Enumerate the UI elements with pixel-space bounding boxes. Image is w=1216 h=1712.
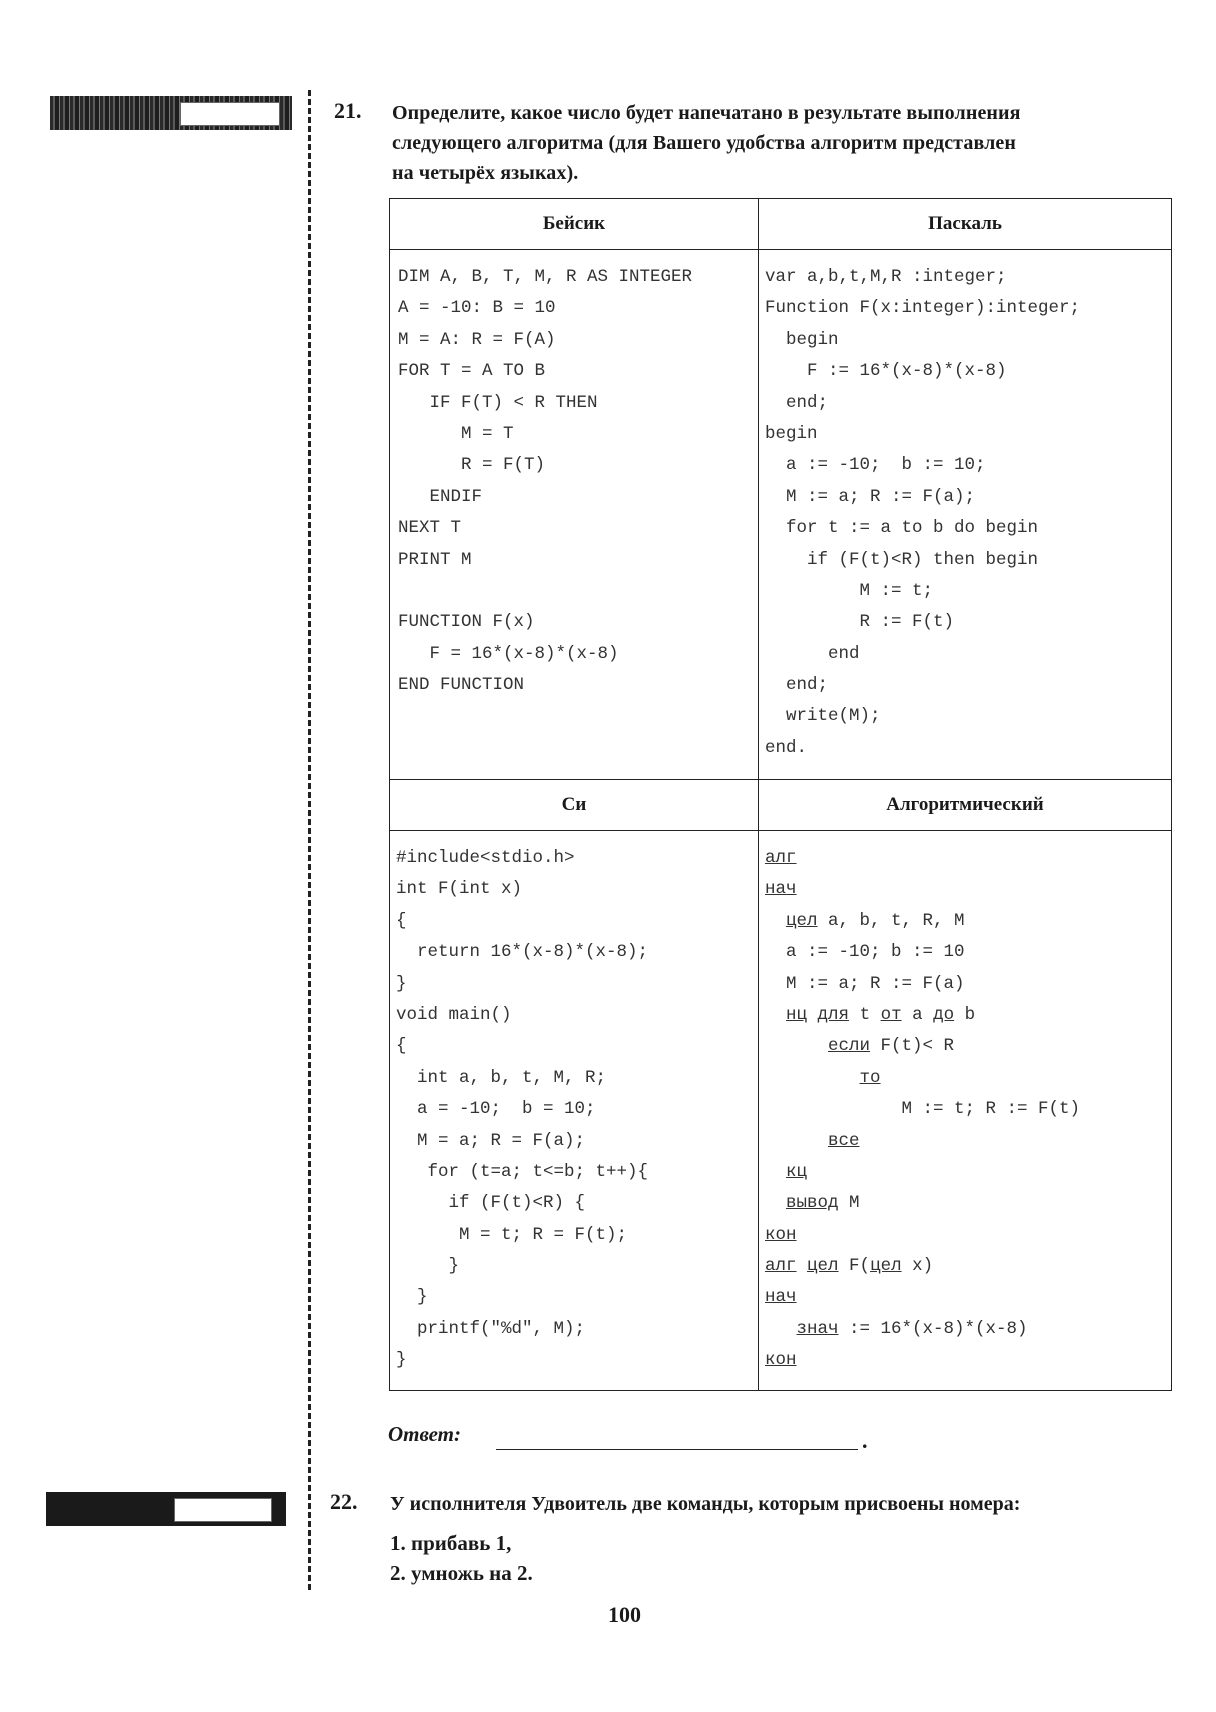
- answer-box: [174, 1498, 272, 1522]
- code-line: ENDIF: [398, 486, 483, 507]
- task-statement: У исполнителя Удвоитель две команды, которым присвоены номера:: [390, 1493, 1021, 1515]
- code-line: знач := 16*(x-8)*(x-8): [796, 1318, 1028, 1339]
- statement-line: следующего алгоритма (для Вашего удобства алгоритм представлен: [392, 132, 1017, 154]
- code-line: все: [828, 1130, 860, 1151]
- code-line: a := -10; b := 10: [765, 942, 965, 963]
- algorithm-table: [389, 198, 1172, 1391]
- code-line: [398, 576, 758, 607]
- code-line: NEXT T: [398, 518, 462, 539]
- answer-field[interactable]: [496, 1449, 858, 1450]
- code-line: {: [396, 1036, 407, 1057]
- code-line: for t := a to b do begin: [765, 518, 1039, 539]
- code-line: M := a; R := F(a);: [765, 486, 976, 507]
- code-line: write(M);: [765, 706, 881, 727]
- code-line: F = 16*(x-8)*(x-8): [398, 643, 619, 664]
- code-line: R := F(t): [765, 612, 955, 633]
- code-line: кон: [765, 1224, 797, 1245]
- code-line: }: [396, 1350, 407, 1371]
- code-line: FOR T = A TO B: [398, 361, 546, 382]
- header-algorithmic: Алгоритмический: [759, 780, 1172, 831]
- code-line: }: [396, 973, 407, 994]
- code-line: for (t=a; t<=b; t++){: [396, 1161, 649, 1182]
- code-line: алг: [765, 848, 797, 868]
- code-line: a = -10; b = 10;: [396, 1099, 596, 1120]
- code-line: begin: [765, 329, 839, 350]
- code-line: {: [396, 910, 407, 931]
- command-item: 1. прибавь 1,: [390, 1531, 512, 1555]
- code-line: если F(t)< R: [828, 1036, 955, 1057]
- code-line: кц: [786, 1161, 808, 1182]
- code-line: end;: [765, 392, 829, 413]
- code-line: F := 16*(x-8)*(x-8): [765, 361, 1007, 382]
- page-number: 100: [608, 1602, 641, 1627]
- code-line: DIM A, B, T, M, R AS INTEGER: [398, 267, 693, 287]
- code-line: цел a, b, t, R, M: [786, 910, 965, 931]
- code-line: END FUNCTION: [398, 675, 525, 696]
- code-line: int a, b, t, M, R;: [396, 1067, 607, 1088]
- code-pascal: [759, 250, 1171, 774]
- code-algorithmic: [759, 831, 1171, 1387]
- answer-box-marker-21: [50, 96, 292, 130]
- code-line: A = -10: B = 10: [398, 298, 556, 319]
- code-line: нач: [765, 879, 797, 900]
- code-line: IF F(T) < R THEN: [398, 392, 598, 413]
- task-statement: [392, 98, 1170, 188]
- code-line: M = t; R = F(t);: [396, 1224, 628, 1245]
- answer-end: .: [862, 1428, 868, 1453]
- code-line: Function F(x:integer):integer;: [765, 298, 1081, 319]
- task-number: 22.: [330, 1489, 358, 1514]
- code-line: R = F(T): [398, 455, 546, 476]
- code-line: if (F(t)<R) {: [396, 1193, 586, 1214]
- code-line: end: [765, 643, 860, 664]
- code-line: M = A: R = F(A): [398, 329, 556, 350]
- code-line: M := t; R := F(t): [765, 1099, 1081, 1120]
- cut-line: [308, 90, 311, 1590]
- code-line: нач: [765, 1287, 797, 1308]
- code-line: вывод M: [786, 1193, 860, 1214]
- code-line: то: [859, 1067, 881, 1088]
- code-line: printf("%d", M);: [396, 1318, 586, 1339]
- answer-label: Ответ:: [388, 1422, 461, 1446]
- header-pascal: Паскаль: [759, 199, 1172, 250]
- code-line: if (F(t)<R) then begin: [765, 549, 1039, 570]
- task-number: 21.: [334, 98, 362, 123]
- header-c: Си: [390, 780, 759, 831]
- code-line: return 16*(x-8)*(x-8);: [396, 942, 649, 963]
- code-line: PRINT M: [398, 549, 472, 570]
- code-line: end.: [765, 737, 808, 758]
- code-line: void main(): [396, 1004, 512, 1025]
- code-line: var a,b,t,M,R :integer;: [765, 267, 1007, 287]
- answer-box-marker-22: [46, 1492, 286, 1526]
- code-line: end;: [765, 675, 829, 696]
- header-basic: Бейсик: [390, 199, 759, 250]
- code-line: M := a; R := F(a): [765, 973, 965, 994]
- code-line: M := t;: [765, 580, 934, 601]
- command-item: 2. умножь на 2.: [390, 1561, 533, 1585]
- answer-box: [180, 102, 280, 126]
- code-line: int F(int x): [396, 879, 523, 900]
- code-c: [390, 831, 758, 1387]
- code-line: a := -10; b := 10;: [765, 455, 986, 476]
- statement-line: на четырёх языках).: [392, 162, 579, 184]
- code-line: алг цел F(цел x): [765, 1256, 934, 1277]
- code-line: FUNCTION F(x): [398, 612, 535, 633]
- code-line: #include<stdio.h>: [396, 848, 575, 868]
- code-basic: [390, 250, 758, 711]
- code-line: }: [396, 1256, 460, 1277]
- code-line: M = T: [398, 423, 514, 444]
- code-line: M = a; R = F(a);: [396, 1130, 586, 1151]
- code-line: нц для t от a до b: [786, 1004, 976, 1025]
- statement-line: Определите, какое число будет напечатано в результате выполнения: [392, 102, 1021, 124]
- code-line: }: [396, 1287, 428, 1308]
- code-line: кон: [765, 1350, 797, 1371]
- code-line: begin: [765, 423, 818, 444]
